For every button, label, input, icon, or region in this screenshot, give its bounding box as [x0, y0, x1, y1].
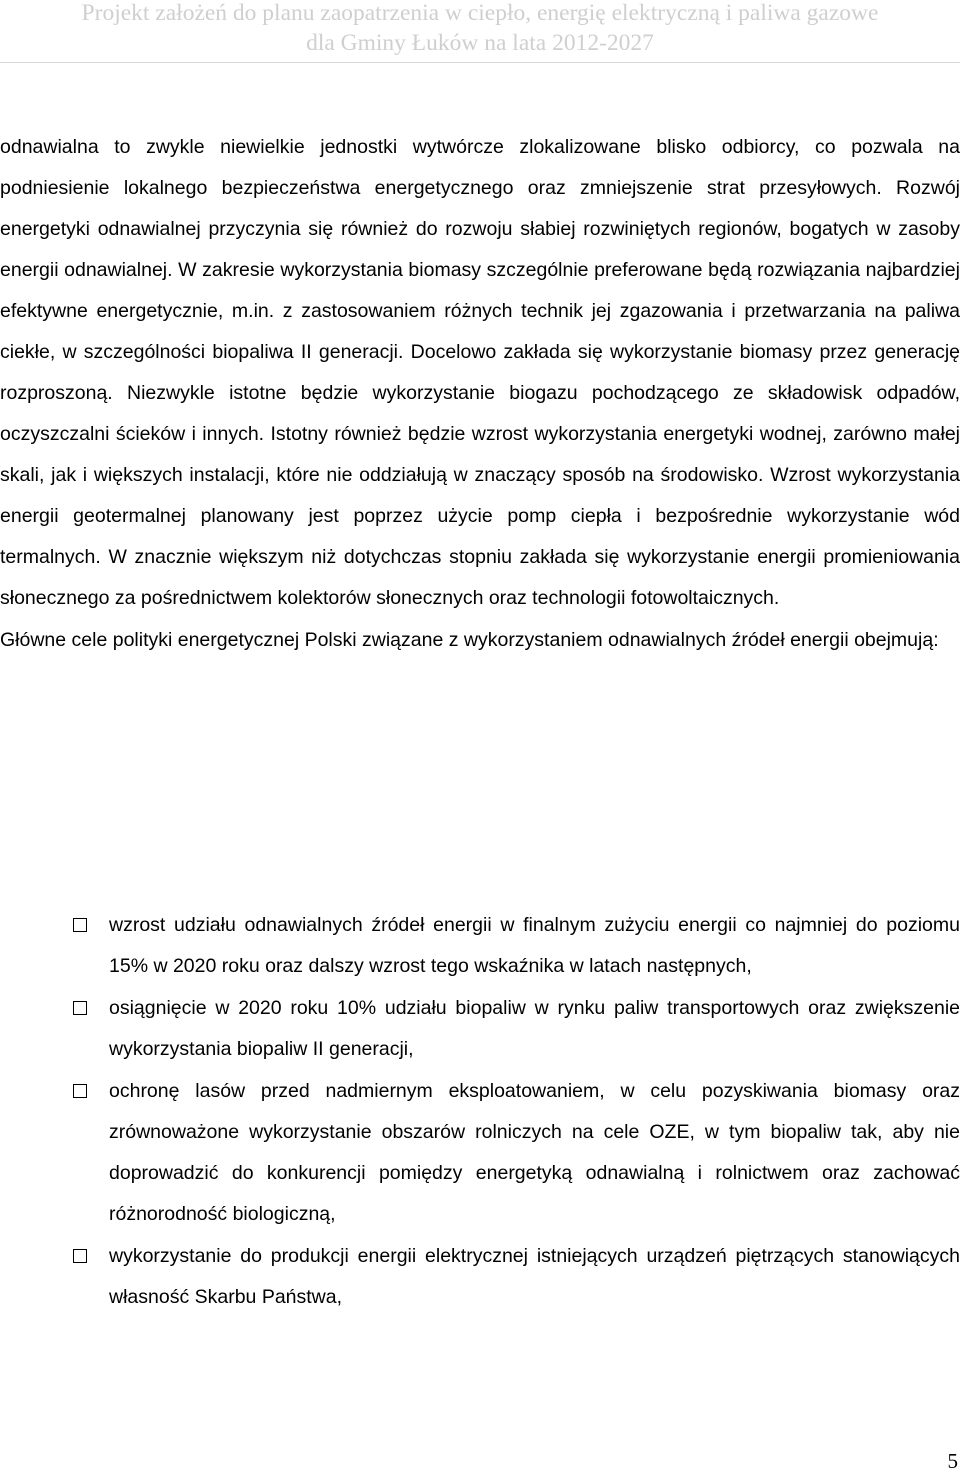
list-item — [0, 1071, 960, 1235]
square-bullet-icon — [73, 1084, 87, 1098]
goals-list — [0, 905, 960, 1318]
list-item — [0, 988, 960, 1070]
list-item-text: wykorzystanie do produkcji energii elektrycznej istniejących urządzeń piętrzących stanowiących własność Skarbu Państwa, — [109, 1245, 960, 1308]
list-item-text: wzrost udziału odnawialnych źródeł energii w finalnym zużyciu energii co najmniej do poziomu 15% w 2020 roku oraz dalszy wzrost tego wskaźnika w latach następnych, — [109, 914, 960, 977]
square-bullet-icon — [73, 1249, 87, 1263]
body-text — [0, 127, 960, 661]
list-item-text: osiągnięcie w 2020 roku 10% udziału biopaliw w rynku paliw transportowych oraz zwiększenie wykorzystania biopaliw II generacji, — [109, 997, 960, 1060]
paragraph: Główne cele polityki energetycznej Polski związane z wykorzystaniem odnawialnych źródeł energii obejmują: — [0, 629, 939, 651]
header-title-line2: dla Gminy Łuków na lata 2012-2027 — [306, 30, 654, 56]
header-divider — [0, 62, 960, 63]
list-item — [0, 905, 960, 987]
paragraph: odnawialna to zwykle niewielkie jednostki wytwórcze zlokalizowane blisko odbiorcy, co pozwala na podniesienie lokalnego bezpieczeństwa energetycznego oraz zmniejszenie strat przesyłowych. Rozwój energetyki odnawialnej przyczynia się również do rozwoju słabiej rozwiniętych regionów, bogatych w zasoby energii odnawialnej. W zakresie wykorzystania biomasy szczególnie preferowane będą rozwiązania najbardziej efektywne energetycznie, m.in. z zastosowaniem różnych technik jej zgazowania i przetwarzania na paliwa ciekłe, w szczególności biopaliwa II generacji. Docelowo zakłada się wykorzystanie biomasy przez generację rozproszoną. Niezwykle istotne będzie wykorzystanie biogazu pochodzącego ze składowisk odpadów, oczyszczalni ścieków i innych. Istotny również będzie wzrost wykorzystania energetyki wodnej, zarówno małej skali, jak i większych instalacji, które nie oddziałują w znaczący sposób na środowisko. Wzrost wykorzystania energii geotermalnej planowany jest poprzez użycie pomp ciepła i bezpośrednie wykorzystanie wód termalnych. W znacznie większym niż dotychczas stopniu zakłada się wykorzystanie energii promieniowania słonecznego za pośrednictwem kolektorów słonecznych oraz technologii fotowoltaicznych. — [0, 136, 960, 609]
list-item-text: ochronę lasów przed nadmiernym eksploatowaniem, w celu pozyskiwania biomasy oraz zrównoważone wykorzystanie obszarów rolniczych na cele OZE, w tym biopaliw tak, aby nie doprowadzić do konkurencji pomiędzy energetyką odnawialną i rolnictwem oraz zachować różnorodność biologiczną, — [109, 1080, 960, 1225]
page-number: 5 — [947, 1449, 958, 1473]
square-bullet-icon — [73, 1001, 87, 1015]
list-item — [0, 1236, 960, 1318]
square-bullet-icon — [73, 918, 87, 932]
header-title-line1: Projekt założeń do planu zaopatrzenia w ciepło, energię elektryczną i paliwa gazowe — [81, 0, 879, 26]
